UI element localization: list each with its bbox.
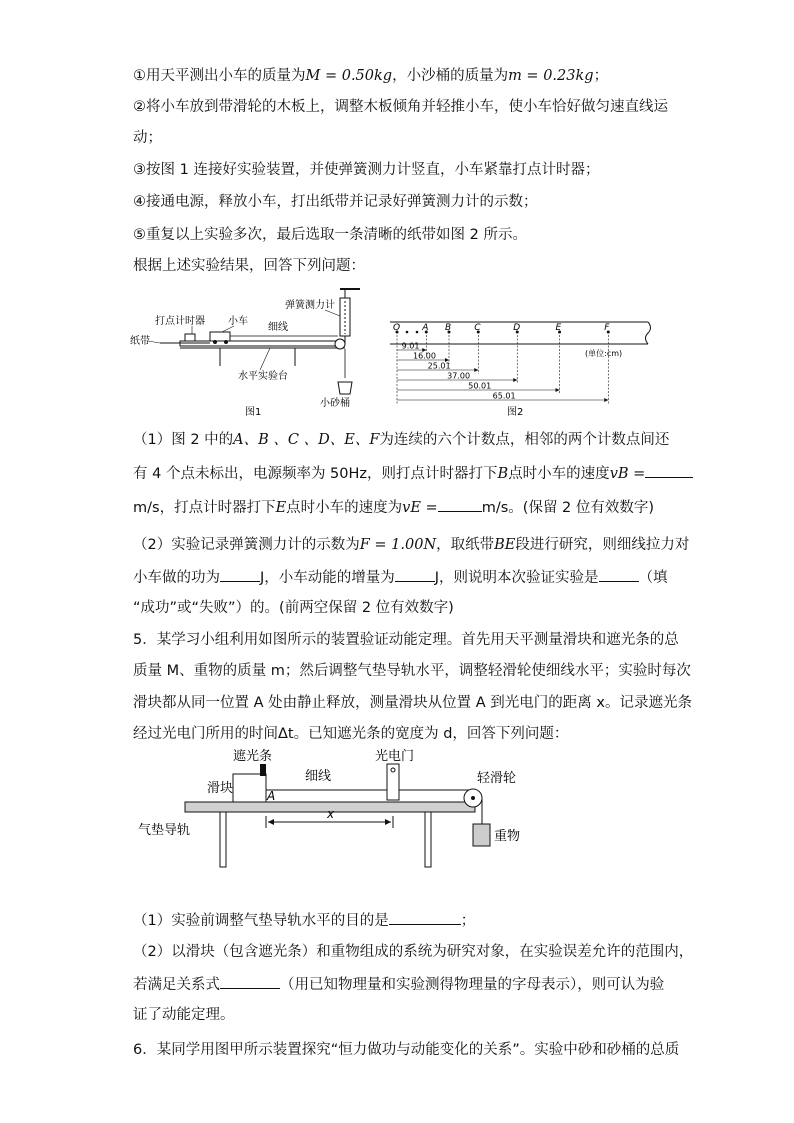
- cart-shape: [210, 332, 230, 341]
- distance-arrow-F: [604, 398, 608, 402]
- q1-point-b: B: [497, 466, 509, 482]
- point-label-F: F: [604, 323, 610, 333]
- q2-text4: 小车做的功为: [133, 570, 220, 586]
- p5-line1: 5．某学习小组利用如图所示的装置验证动能定理。首先用天平测量滑块和遮光条的总: [133, 632, 679, 648]
- vb-symbol: vB =: [609, 466, 646, 482]
- fig1-caption: 图1: [245, 407, 262, 418]
- segment-be: BE: [494, 537, 516, 553]
- figure-air-track: [135, 742, 555, 872]
- intro: 根据上述实验结果，回答下列问题：: [133, 258, 365, 274]
- timer-shape: [185, 334, 195, 341]
- p5-line3: 滑块都从同一位置 A 处由静止释放，测量滑块从位置 A 到光电门的距离 x。记录遮光条: [133, 695, 692, 711]
- answer-blank-result[interactable]: [599, 567, 639, 582]
- q2-text5: J，小车动能的增量为: [260, 570, 395, 586]
- q1-line3: [133, 497, 693, 518]
- label-bucket: 小砂桶: [320, 398, 350, 409]
- step-1-text: ①用天平测出小车的质量为: [133, 68, 306, 84]
- slider-block: [233, 774, 266, 802]
- q2-line3: “成功”或“失败”）的。(前两空保留 2 位有效数字): [133, 600, 454, 616]
- distance-label-D: 37.00: [447, 371, 471, 381]
- point-label-C: C: [474, 323, 481, 333]
- q2-line2: [133, 567, 693, 588]
- point-label-O: O: [393, 323, 401, 333]
- q1-line1: [133, 430, 693, 450]
- cart-mass: M = 0.50kg: [305, 68, 393, 84]
- distance-arrow-E: [556, 388, 560, 392]
- label-x: x: [327, 807, 335, 821]
- label-gate: 光电门: [375, 749, 415, 764]
- p6-line1: 6．某同学用图甲所示装置探究“恒力做功与动能变化的关系”。实验中砂和砂桶的总质: [133, 1042, 680, 1058]
- distance-arrow-C: [474, 368, 478, 372]
- q2-text7: （填: [638, 570, 668, 586]
- distance-label-E: 50.01: [468, 381, 492, 391]
- distance-arrow-D: [513, 378, 517, 382]
- distance-label-F: 65.01: [492, 391, 516, 401]
- q1-line2: [133, 463, 693, 484]
- answer-blank-p5q1[interactable]: [389, 910, 461, 925]
- q1-point-e: E: [275, 500, 287, 516]
- label-weight: 重物: [494, 829, 521, 844]
- step-1-end: ；: [593, 68, 609, 84]
- q1-letters: A、B 、C 、D、E、F: [233, 432, 380, 448]
- fig2-caption: 图2: [507, 407, 524, 418]
- ve-symbol: vE =: [402, 500, 438, 516]
- q2-text1: （2）实验记录弹簧测力计的示数为: [133, 537, 360, 553]
- q2-text3: 段进行研究，则细线拉力对: [515, 537, 690, 553]
- point-label-A: A: [422, 323, 429, 333]
- p5-q2a: （2）以滑块（包含遮光条）和重物组成的系统为研究对象，在实验误差允许的范围内，: [133, 944, 694, 960]
- label-position-a: A: [267, 789, 276, 803]
- p5-line4: 经过光电门所用的时间Δt。已知遮光条的宽度为 d，回答下列问题：: [133, 726, 569, 742]
- p5-q1-end: ；: [460, 913, 476, 929]
- label-pulley: 轻滑轮: [477, 771, 517, 786]
- p5-q2-text: 若满足关系式: [133, 977, 220, 993]
- figure-1: [130, 286, 375, 421]
- p5-line2: 质量 M、重物的质量 m；然后调整气垫导轨水平，调整轻滑轮使细线水平；实验时每次: [133, 663, 691, 679]
- tape-dot: [416, 331, 419, 334]
- force-value: F = 1.00N: [359, 537, 437, 553]
- label-cart: 小车: [228, 316, 248, 327]
- step-2a: ②将小车放到带滑轮的木板上，调整木板倾角并轻推小车，使小车恰好做匀速直线运: [133, 99, 668, 115]
- label-string: 细线: [268, 322, 288, 333]
- answer-blank-work[interactable]: [220, 567, 260, 582]
- step-1: [133, 66, 693, 86]
- point-label-D: D: [513, 323, 521, 333]
- p5-q2d: 证了动能定理。: [133, 1007, 235, 1023]
- distance-label-B: 16.00: [413, 351, 436, 361]
- q2-line1: [133, 535, 693, 555]
- p5-q2b: [133, 974, 693, 995]
- distance-label-A: 9.01: [401, 341, 420, 351]
- step-3: ③按图 1 连接好实验装置，并使弹簧测力计竖直，小车紧靠打点计时器；: [133, 162, 600, 178]
- answer-blank-ke[interactable]: [395, 567, 435, 582]
- unit-label: (单位:cm): [585, 349, 623, 358]
- point-label-E: E: [555, 323, 562, 333]
- point-label-B: B: [445, 323, 452, 333]
- answer-blank-p5q2[interactable]: [220, 974, 280, 989]
- label-shade: 遮光条: [233, 749, 273, 764]
- q1-intro: （1）图 2 中的: [133, 432, 234, 448]
- q1-text: 为连续的六个计数点，相邻的两个计数点间还: [379, 432, 670, 448]
- distance-label-C: 25.01: [427, 361, 451, 371]
- p5-q1-text: （1）实验前调整气垫导轨水平的目的是: [133, 913, 389, 929]
- q2-text2: ，取纸带: [436, 537, 495, 553]
- photogate: [387, 764, 399, 800]
- tape-dot: [406, 331, 409, 334]
- q2-text6: J，则说明本次验证实验是: [434, 570, 599, 586]
- label-block: 滑块: [207, 781, 234, 796]
- pulley-shape: [335, 339, 345, 349]
- answer-blank-ve[interactable]: [438, 497, 482, 512]
- q1-text2: 有 4 个点未标出，电源频率为 50Hz，则打点计时器打下: [133, 466, 498, 482]
- label-rail: 气垫导轨: [138, 823, 191, 838]
- step-1-mid: ，小沙桶的质量为: [392, 68, 509, 84]
- p5-q1: [133, 910, 693, 931]
- q1-text4: m/s，打点计时器打下: [133, 500, 276, 516]
- label-table: 水平实验台: [238, 371, 288, 382]
- label-tape: 纸带: [130, 336, 150, 347]
- weight-block: [473, 824, 490, 846]
- bucket-mass: m = 0.23kg: [508, 68, 594, 84]
- label-string: 细线: [305, 769, 332, 784]
- figure-2: [385, 318, 675, 421]
- p5-q2-text2: （用已知物理量和实验测得物理量的字母表示），则可认为验: [280, 977, 665, 993]
- step-2b: 动；: [133, 130, 162, 146]
- label-timer: 打点计时器: [155, 316, 205, 327]
- q1-text5: 点时小车的速度为: [286, 500, 403, 516]
- q1-text3: 点时小车的速度: [508, 466, 610, 482]
- label-spring: 弹簧测力计: [285, 300, 335, 311]
- shade-strip: [260, 764, 266, 776]
- q1-text6: m/s。(保留 2 位有效数字): [481, 500, 655, 516]
- answer-blank-vb[interactable]: [645, 463, 693, 478]
- bucket-shape: [338, 382, 352, 394]
- step-5: ⑤重复以上实验多次，最后选取一条清晰的纸带如图 2 所示。: [133, 227, 527, 243]
- step-4: ④接通电源，释放小车，打出纸带并记录好弹簧测力计的示数；: [133, 194, 538, 210]
